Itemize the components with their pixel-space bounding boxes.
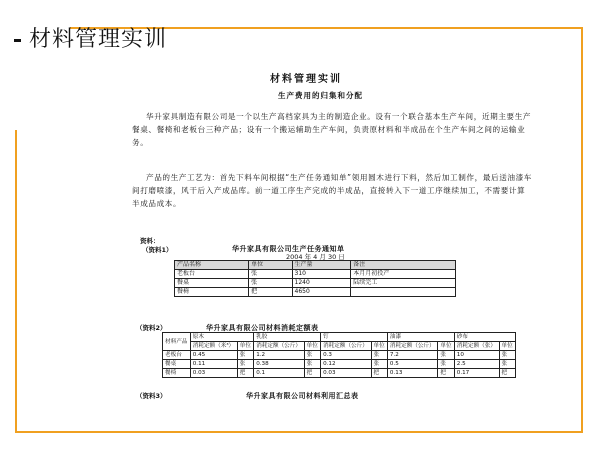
table-cell: 张 [304,351,320,360]
table-row [163,360,516,369]
table-cell: 张 [237,360,253,369]
table-header-cell: 单位 [237,342,253,351]
table-cell: 把 [249,288,292,297]
table-cell: 餐桌 [175,279,249,288]
table-cell: 张 [438,360,454,369]
table-cell: 张 [438,351,454,360]
table-header-row [175,261,456,270]
table-cell: 餐桌 [163,360,191,369]
table-row [175,288,456,297]
table-header-cell: 生产量 [292,261,351,270]
table-cell: 张 [371,360,387,369]
table1-caption: 华升家具有限公司生产任务通知单 [232,245,345,253]
table-row [163,351,516,360]
table-row [163,369,516,378]
table-header-cell: 消耗定额（米³） [190,342,237,351]
table1-date: 2004 年 4 月 30 日 [286,253,345,261]
table-header-cell: 钉 [321,333,388,342]
table-cell: 0.03 [190,369,237,378]
table-cell: 7.2 [387,351,437,360]
table-cell: 老板台 [163,351,191,360]
table-cell: 把 [304,369,320,378]
table-cell: 0.38 [254,360,304,369]
frame-right-line [581,27,583,432]
document-subtitle: 生产费用的归集和分配 [278,91,363,100]
title-marker [14,39,21,42]
table-cell: 本月月初投产 [351,270,456,279]
table-header-cell: 消耗定额（公斤） [321,342,371,351]
table-header-cell: 消耗定额（张） [454,342,499,351]
table-header-cell: 消耗定额（公斤） [254,342,304,351]
frame-bottom-line [15,431,583,433]
table-cell: 把 [438,369,454,378]
table-header-row [163,342,516,351]
table-cell: 1.2 [254,351,304,360]
table-cell: 老板台 [175,270,249,279]
table-cell: 310 [292,270,351,279]
table-cell: 张 [499,360,515,369]
table-header-row [163,333,516,342]
table-header-cell: 材料产品 [163,333,191,351]
table-header-cell: 单位 [438,342,454,351]
table-row [175,279,456,288]
table3-caption: 华升家具有限公司材料利用汇总表 [246,392,359,400]
material-quota-table [162,332,516,378]
table-row [175,270,456,279]
table-cell: 张 [304,360,320,369]
table-cell: 1240 [292,279,351,288]
table-header-cell: 备注 [351,261,456,270]
frame-left-line [15,130,17,432]
table-cell: 餐椅 [163,369,191,378]
table-cell: 0.3 [321,351,371,360]
table2-caption: 华升家具有限公司材料消耗定额表 [206,324,319,332]
table-cell: 0.13 [387,369,437,378]
table-cell: 张 [371,351,387,360]
table-header-cell: 单位 [499,342,515,351]
table-cell: 0.1 [254,369,304,378]
production-task-table [174,260,456,297]
table-cell: 0.03 [321,369,371,378]
table-cell: 0.12 [321,360,371,369]
table-cell: 张 [249,279,292,288]
ref3-label: （资料3） [136,392,167,400]
ref1-label: （资料1） [142,246,173,254]
table-cell: 0.5 [387,360,437,369]
table-cell [351,288,456,297]
table-cell: 把 [499,369,515,378]
table-header-cell: 单位 [304,342,320,351]
table-header-cell: 原木 [190,333,253,342]
table-cell: 0.17 [454,369,499,378]
table-cell: 0.45 [190,351,237,360]
table-cell: 餐椅 [175,288,249,297]
table-cell: 张 [249,270,292,279]
paragraph-company: 华升家具制造有限公司是一个以生产高档家具为主的制造企业。设有一个联合基本生产车间，近期主要生产餐桌、餐椅和老板台三种产品；设有一个搬运辅助生产车间，负责原材料和半成品在个生产车间之间的运输业务。 [132,112,532,147]
paragraph-process: 产品的生产工艺为：首先下料车间根据“生产任务通知单”领用圆木进行下料，然后加工制作，最后送油漆车间打磨喷漆，风干后入产成品库。前一道工序生产完成的半成品，直接转入下一道工序继续加工，不需要计算半成品成本。 [132,173,532,208]
table-cell: 10 [454,351,499,360]
table-cell: 张 [499,351,515,360]
table-header-cell: 产品名称 [175,261,249,270]
table-cell: 张 [237,351,253,360]
table-header-cell: 单位 [371,342,387,351]
table-cell: 把 [237,369,253,378]
slide-title: 材料管理实训 [29,27,168,52]
ref2-label: （资料2） [136,324,167,332]
table-cell: 陆续完工 [351,279,456,288]
table-header-cell: 油漆 [387,333,454,342]
table-header-cell: 单位 [249,261,292,270]
document-title: 材料管理实训 [270,74,342,85]
table-header-cell: 消耗定额（公斤） [387,342,437,351]
table-cell: 4650 [292,288,351,297]
table-cell: 2.5 [454,360,499,369]
table-cell: 0.11 [190,360,237,369]
table-header-cell: 乳胶 [254,333,321,342]
table-header-cell: 砂布 [454,333,515,342]
table-cell: 把 [371,369,387,378]
refs-label: 资料： [140,237,160,245]
